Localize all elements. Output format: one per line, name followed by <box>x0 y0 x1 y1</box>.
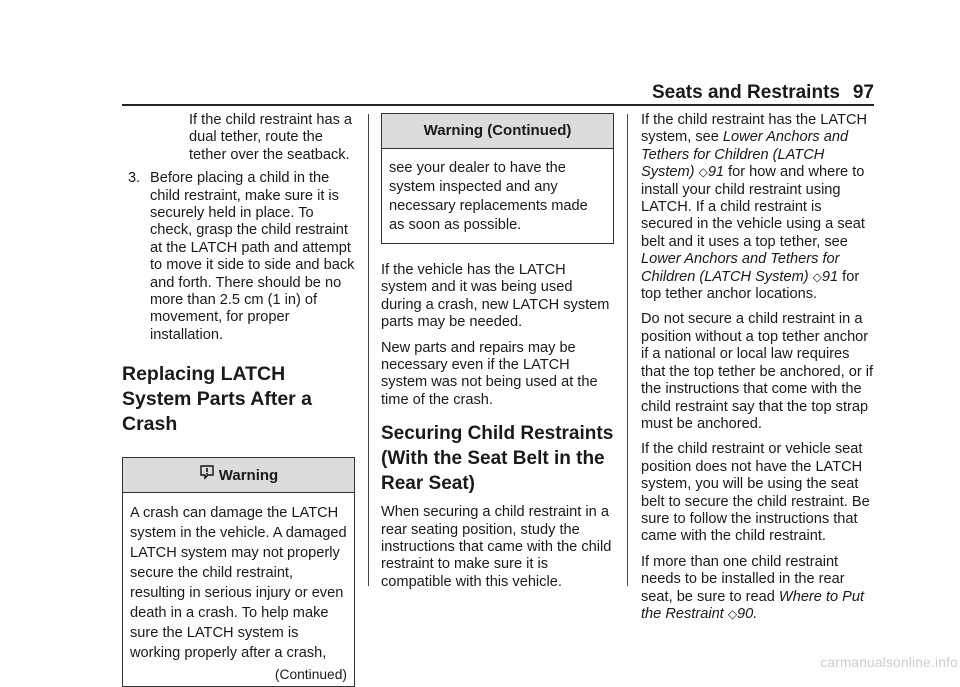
column-3 <box>641 112 874 631</box>
paragraph-latch-see: If the child restraint has the LATCH system, see Lower Anchors and Tethers for Children (LATCH System) ◇91 for how and where to install your child restraint using LATCH. If a child restraint is secured in the vehicle using a seat belt and it uses a top tether, see Lower Anchors and Tethers for Children (LATCH System) ◇91 for top tether anchor locations. <box>641 112 868 303</box>
warning-speech-icon <box>199 458 215 492</box>
warning-continued-box <box>381 113 614 244</box>
column-divider-2 <box>627 114 628 586</box>
watermark: carmanualsonline.info <box>820 655 958 670</box>
section-heading-replacing-latch: Replacing LATCH System Parts After a Crash <box>122 363 313 436</box>
warning-continued: (Continued) <box>274 667 347 683</box>
page-ref-arrow-icon: ◇ <box>727 606 738 621</box>
warning-header <box>123 458 354 493</box>
page-ref-arrow-icon: ◇ <box>698 165 708 180</box>
header-rule <box>122 104 874 106</box>
step-text: Before placing a child in the child restraint, make sure it is securely held in place. To check, grasp the child restraint at the LATCH path and attempt to move it side to side and back and forth. There should be no more than 2.5 cm (1 in) of movement, for proper installation. <box>150 170 355 343</box>
section-title: Seats and Restraints <box>652 82 840 103</box>
step-3 <box>122 170 355 344</box>
column-divider-1 <box>368 114 369 586</box>
page-number: 97 <box>852 82 874 103</box>
paragraph-no-latch: If the child restraint or vehicle seat position does not have the LATCH system, you will be using the seat belt to secure the child restraint. Be sure to follow the instructions that came with the child restraint. <box>641 441 870 545</box>
warning-title: Warning <box>218 467 279 485</box>
paragraph-latch-used: If the vehicle has the LATCH system and it was being used during a crash, new LATCH system parts may be needed. <box>381 262 610 331</box>
column-1 <box>122 112 355 687</box>
cross-reference-latch-2[interactable]: Lower Anchors and Tethers for Children (LATCH System) <box>641 251 840 285</box>
cross-reference-where-to-put[interactable]: Where to Put the Restraint <box>641 588 865 622</box>
warning-body: A crash can damage the LATCH system in the vehicle. A damaged LATCH system may not properly secure the child restraint, resulting in serious injury or even death in a crash. To help make sure the LATCH system is working properly after a crash, <box>130 505 347 662</box>
page-ref-90[interactable]: 90. <box>737 605 758 622</box>
warning-continued-body: see your dealer to have the system inspected and any necessary replacements made as soon as possible. <box>389 160 588 233</box>
warning-continued-header: Warning (Continued) <box>382 114 613 149</box>
warning-box <box>122 457 355 687</box>
column-2 <box>381 113 614 599</box>
page-ref-91[interactable]: 91 <box>707 164 725 181</box>
paragraph-more-than-one: If more than one child restraint needs to be installed in the rear seat, be sure to read Where to Put the Restraint ◇90. <box>641 553 865 622</box>
step-number: 3. <box>128 170 141 187</box>
cross-reference-latch[interactable]: Lower Anchors and Tethers for Children (LATCH System) <box>641 129 849 181</box>
page-ref-91-b[interactable]: 91 <box>821 268 839 285</box>
paragraph-securing: When securing a child restraint in a rear seating position, study the instructions that came with the child restraint to make sure it is compatible with this vehicle. <box>381 504 612 590</box>
section-heading-securing-child-restraints: Securing Child Restraints (With the Seat Belt in the Rear Seat) <box>381 423 614 495</box>
page-ref-arrow-icon: ◇ <box>812 269 822 284</box>
dual-tether-note: If the child restraint has a dual tether, route the tether over the seatback. <box>189 112 353 163</box>
page-header <box>652 82 874 106</box>
paragraph-top-tether: Do not secure a child restraint in a position without a top tether anchor if a national or local law requires that the top tether be anchored, or if the instructions that come with the child restraint say that the top strap must be anchored. <box>641 311 874 432</box>
paragraph-new-parts: New parts and repairs may be necessary even if the LATCH system was not being used at the time of the crash. <box>381 339 598 408</box>
